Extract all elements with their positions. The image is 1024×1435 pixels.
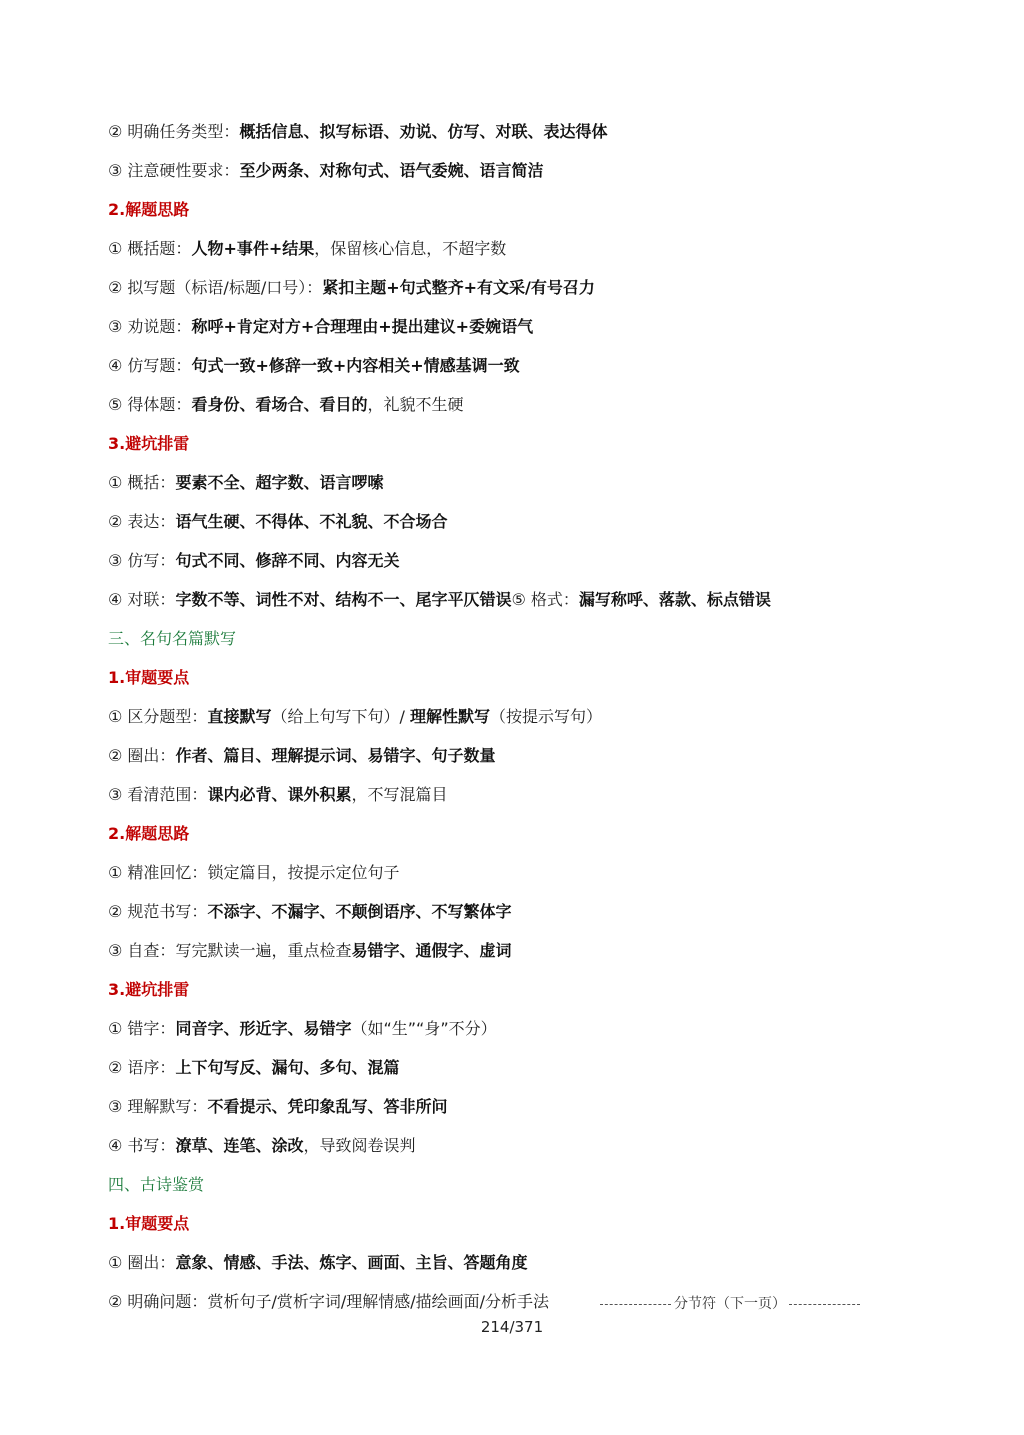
item-note: （给上句写下句）/ bbox=[271, 707, 410, 726]
item-label: ② 明确任务类型： bbox=[108, 122, 240, 141]
item-label: ② 圈出： bbox=[108, 746, 176, 765]
item-label: ② 语序： bbox=[108, 1058, 176, 1077]
item-note: （如“生”“身”不分） bbox=[351, 1019, 497, 1038]
list-item bbox=[108, 394, 463, 416]
item-key-point: 同音字、形近字、易错字 bbox=[175, 1019, 352, 1038]
item-note: （按提示写句） bbox=[489, 707, 602, 726]
list-item bbox=[108, 316, 533, 338]
item-label: ① 区分题型： bbox=[108, 707, 208, 726]
item-key-point: 概括信息、拟写标语、劝说、仿写、对联、表达得体 bbox=[239, 122, 608, 141]
item-label: ④ 仿写题： bbox=[108, 356, 192, 375]
list-item bbox=[108, 1135, 415, 1157]
item-label: ④ 书写： bbox=[108, 1136, 176, 1155]
list-item bbox=[108, 472, 383, 494]
item-label: ③ 理解默写： bbox=[108, 1097, 208, 1116]
item-label: ② 表达： bbox=[108, 512, 176, 531]
list-item bbox=[108, 160, 543, 182]
list-item bbox=[108, 901, 511, 923]
item-key-point: 要素不全、超字数、语言啰嗦 bbox=[175, 473, 384, 492]
item-key-point: 至少两条、对称句式、语气委婉、语言简洁 bbox=[239, 161, 544, 180]
item-note: ，礼貌不生硬 bbox=[367, 395, 464, 414]
item-key-point: 不添字、不漏字、不颠倒语序、不写繁体字 bbox=[207, 902, 512, 921]
item-note: 写完默读一遍，重点检查 bbox=[175, 941, 352, 960]
list-item bbox=[108, 121, 607, 143]
item-label: ③ 劝说题： bbox=[108, 317, 192, 336]
section-break-marker bbox=[600, 1293, 860, 1315]
list-item bbox=[108, 589, 771, 611]
item-key-point: 人物+事件+结果 bbox=[191, 239, 315, 258]
dash-line-right bbox=[789, 1304, 860, 1305]
item-key-point: 潦草、连笔、涂改 bbox=[175, 1136, 304, 1155]
item-label: ③ 仿写： bbox=[108, 551, 176, 570]
item-label: ① 错字： bbox=[108, 1019, 176, 1038]
section-break-label: 分节符（下一页） bbox=[674, 1296, 786, 1312]
page-number: 214/371 bbox=[480, 1318, 544, 1336]
list-item bbox=[108, 550, 399, 572]
item-label: ③ 看清范围： bbox=[108, 785, 208, 804]
item-label: ① 精准回忆： bbox=[108, 863, 208, 882]
subsection-heading: 3.避坑排雷 bbox=[108, 980, 190, 999]
subsection-heading: 1.审题要点 bbox=[108, 668, 190, 687]
subsection-heading: 2.解题思路 bbox=[108, 824, 190, 843]
item-label: ① 概括题： bbox=[108, 239, 192, 258]
item-label: ① 圈出： bbox=[108, 1253, 176, 1272]
item-key-point: 字数不等、词性不对、结构不一、尾字平仄错误 bbox=[175, 590, 512, 609]
list-item bbox=[108, 862, 399, 884]
section-title: 三、名句名篇默写 bbox=[108, 629, 237, 648]
list-item bbox=[108, 706, 602, 728]
item-label: ② 拟写题（标语/标题/口号）： bbox=[108, 278, 323, 297]
item-key-point: 易错字、通假字、虚词 bbox=[351, 941, 512, 960]
list-item bbox=[108, 1018, 497, 1040]
list-item bbox=[108, 511, 447, 533]
list-item bbox=[108, 277, 595, 299]
item-note: ，导致阅卷误判 bbox=[303, 1136, 416, 1155]
item-label: ① 概括： bbox=[108, 473, 176, 492]
item-label: ② 规范书写： bbox=[108, 902, 208, 921]
list-item bbox=[108, 784, 447, 806]
item-key-point: 语气生硬、不得体、不礼貌、不合场合 bbox=[175, 512, 448, 531]
item-label: ③ 注意硬性要求： bbox=[108, 161, 240, 180]
item-key-point: 课内必背、课外积累 bbox=[207, 785, 352, 804]
subsection-heading: 2.解题思路 bbox=[108, 200, 190, 219]
dash-line-left bbox=[600, 1304, 671, 1305]
item-note: ，不写混篇目 bbox=[351, 785, 448, 804]
list-item bbox=[108, 1057, 399, 1079]
list-item bbox=[108, 940, 511, 962]
item-key-point: 看身份、看场合、看目的 bbox=[191, 395, 368, 414]
item-label: ⑤ 得体题： bbox=[108, 395, 192, 414]
item-key-point: 句式一致+修辞一致+内容相关+情感基调一致 bbox=[191, 356, 520, 375]
item-key-point: 紧扣主题+句式整齐+有文采/有号召力 bbox=[322, 278, 595, 297]
list-item bbox=[108, 1252, 527, 1274]
list-item bbox=[108, 238, 506, 260]
subsection-heading: 1.审题要点 bbox=[108, 1214, 190, 1233]
item-key-point: 作者、篇目、理解提示词、易错字、句子数量 bbox=[175, 746, 496, 765]
list-item bbox=[108, 355, 520, 377]
item-key-point: 直接默写 bbox=[207, 707, 272, 726]
item-key-point: 上下句写反、漏句、多句、混篇 bbox=[175, 1058, 400, 1077]
section-title: 四、古诗鉴赏 bbox=[108, 1175, 205, 1194]
item-label: ③ 自查： bbox=[108, 941, 176, 960]
item-key-point: 理解性默写 bbox=[409, 707, 490, 726]
item-note: ，保留核心信息，不超字数 bbox=[314, 239, 507, 258]
item-key-point: 漏写称呼、落款、标点错误 bbox=[578, 590, 771, 609]
item-note: ⑤ 格式： bbox=[511, 590, 579, 609]
item-key-point: 意象、情感、手法、炼字、画面、主旨、答题角度 bbox=[175, 1253, 528, 1272]
item-label: ② 明确问题： bbox=[108, 1292, 208, 1311]
item-note: 赏析句子/赏析字词/理解情感/描绘画面/分析手法 bbox=[207, 1292, 550, 1311]
item-note: 锁定篇目，按提示定位句子 bbox=[207, 863, 400, 882]
list-item bbox=[108, 1291, 549, 1313]
item-label: ④ 对联： bbox=[108, 590, 176, 609]
subsection-heading: 3.避坑排雷 bbox=[108, 434, 190, 453]
item-key-point: 不看提示、凭印象乱写、答非所问 bbox=[207, 1097, 448, 1116]
list-item bbox=[108, 745, 495, 767]
item-key-point: 句式不同、修辞不同、内容无关 bbox=[175, 551, 400, 570]
item-key-point: 称呼+肯定对方+合理理由+提出建议+委婉语气 bbox=[191, 317, 534, 336]
list-item bbox=[108, 1096, 447, 1118]
